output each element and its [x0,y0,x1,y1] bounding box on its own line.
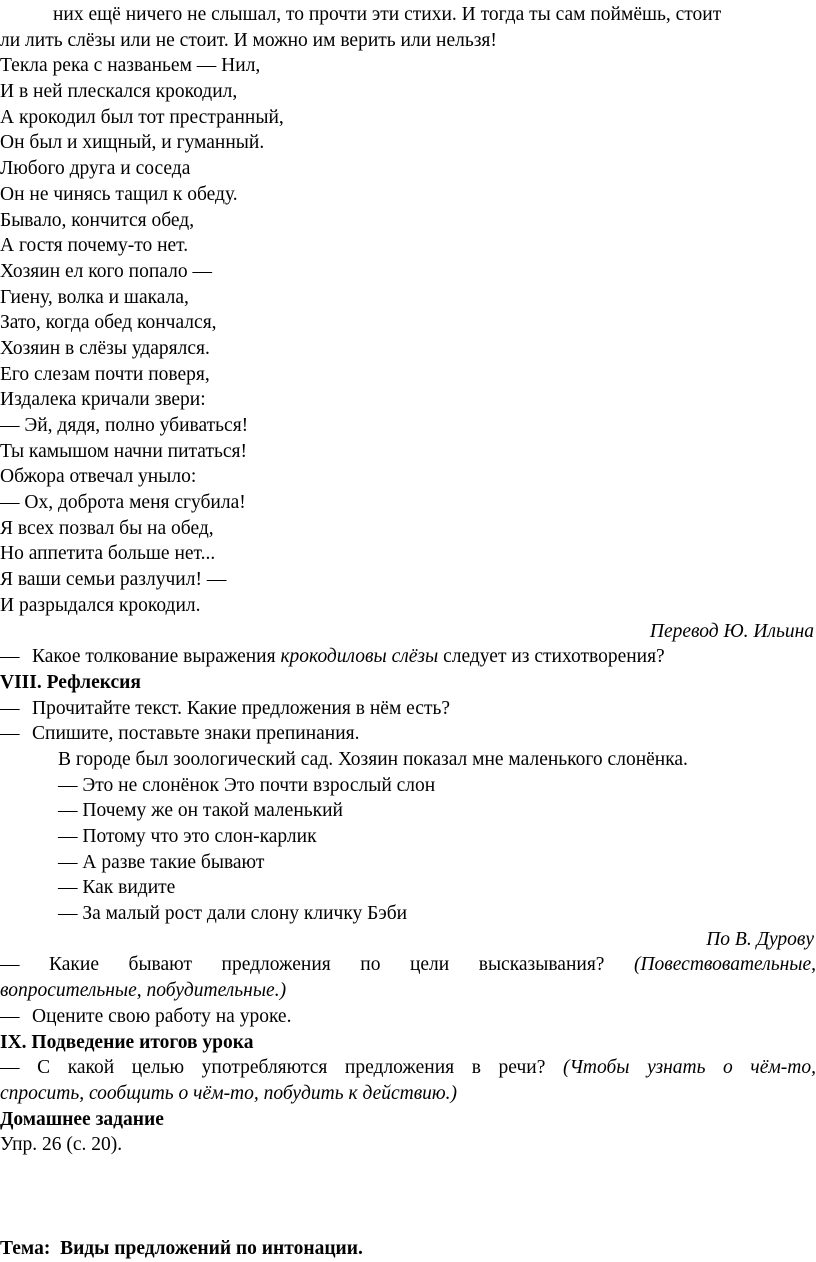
dash: — [0,1005,20,1027]
poem-line: Я всех позвал бы на обед, [0,517,214,539]
question-text: С какой целью употребляются предложения в речи? [37,1057,546,1079]
exercise-line: — За малый рост дали слону кличку Бэби [58,903,408,925]
answer-italic: (Повествовательные, [633,954,816,976]
exercise-line: В городе был зоологический сад. Хозяин показал мне маленького слонёнка. [58,748,688,770]
poem-line: — Ох, доброта меня сгубила! [0,492,246,514]
question-text: Какие бывают предложения по цели высказывания? [49,954,605,976]
exercise-line: — Почему же он такой маленький [58,800,343,822]
poem-line: Хозяин ел кого попало — [0,260,212,282]
answer-italic-continued: вопросительные, побудительные.) [0,980,287,1002]
question-text: Какое толкование выражения [32,646,281,668]
section-heading-summary: IX. Подведение итогов урока [0,1031,254,1053]
poem-line: Хозяин в слёзы ударялся. [0,337,210,359]
dash: — [0,1057,20,1079]
task-text: Оцените свою работу на уроке. [32,1005,292,1027]
poem-line: Он не чинясь тащил к обеду. [0,183,238,205]
question-italic-phrase: крокодиловы слёзы [280,646,439,668]
poem-line: Его слезам почти поверя, [0,363,210,385]
poem-line: Я ваши семьи разлучил! — [0,569,227,591]
task-self-evaluation [0,1004,816,1030]
question-sentence-purpose [0,952,816,978]
section-heading-reflection: VIII. Рефлексия [0,671,141,693]
poem-line: И в ней плескался крокодил, [0,81,238,103]
poem-line: И разрыдался крокодил. [0,594,201,616]
poem-line: Зато, когда обед кончался, [0,312,217,334]
dash: — [0,723,20,745]
task-read-text [0,696,816,722]
document-page [0,2,816,1262]
answer-italic: (Чтобы узнать о чём-то, [562,1057,816,1079]
homework-text: Упр. 26 (с. 20). [0,1134,123,1156]
poem-line: — Эй, дядя, полно убиваться! [0,415,249,436]
exercise-attribution: По В. Дурову [706,928,814,950]
poem [0,53,816,618]
task-text: Прочитайте текст. Какие предложения в нём есть? [32,697,451,719]
intro-line-2: ли лить слёзы или не стоит. И можно им верить или нельзя! [0,29,497,51]
poem-line: Любого друга и соседа [0,158,191,180]
answer-italic-continued: спросить, сообщить о чём-то, побудить к действию.) [0,1082,458,1104]
homework-heading: Домашнее задание [0,1108,164,1130]
topic-title: Виды предложений по интонации. [60,1237,363,1259]
poem-line: Текла река с названьем — Нил, [0,55,261,77]
topic-line [0,1236,816,1262]
poem-line: Гиену, волка и шакала, [0,286,189,308]
exercise-line: — Как видите [58,877,176,899]
poem-line: Но аппетита больше нет... [0,543,216,565]
poem-attribution: Перевод Ю. Ильина [649,620,814,642]
poem-line: Издалека кричали звери: [0,389,206,411]
poem-line: Ты камышом начни питаться! [0,440,247,462]
poem-line: Бывало, кончится обед, [0,209,195,231]
question-text-end: следует из стихотворения? [438,646,665,668]
exercise-line: — Потому что это слон-карлик [58,826,317,847]
task-copy-text [0,721,816,747]
poem-line: А гостя почему-то нет. [0,235,189,257]
poem-line: А крокодил был тот престранный, [0,106,284,128]
exercise-text [0,747,816,927]
spacer [0,1158,816,1236]
dash: — [0,646,20,668]
question-crocodile-tears [0,644,816,670]
poem-line: Он был и хищный, и гуманный. [0,132,265,154]
exercise-line: — А разве такие бывают [58,851,265,873]
task-text: Спишите, поставьте знаки препинания. [32,723,360,745]
question-purpose-of-sentences [0,1055,816,1081]
exercise-line: — Это не слонёнок Это почти взрослый слон [58,774,436,796]
dash: — [0,954,20,976]
poem-line: Обжора отвечал уныло: [0,466,197,488]
intro-line-1: них ещё ничего не слышал, то прочти эти стихи. И тогда ты сам поймёшь, стоит [53,4,722,25]
dash: — [0,697,20,719]
topic-label: Тема: [0,1237,51,1259]
